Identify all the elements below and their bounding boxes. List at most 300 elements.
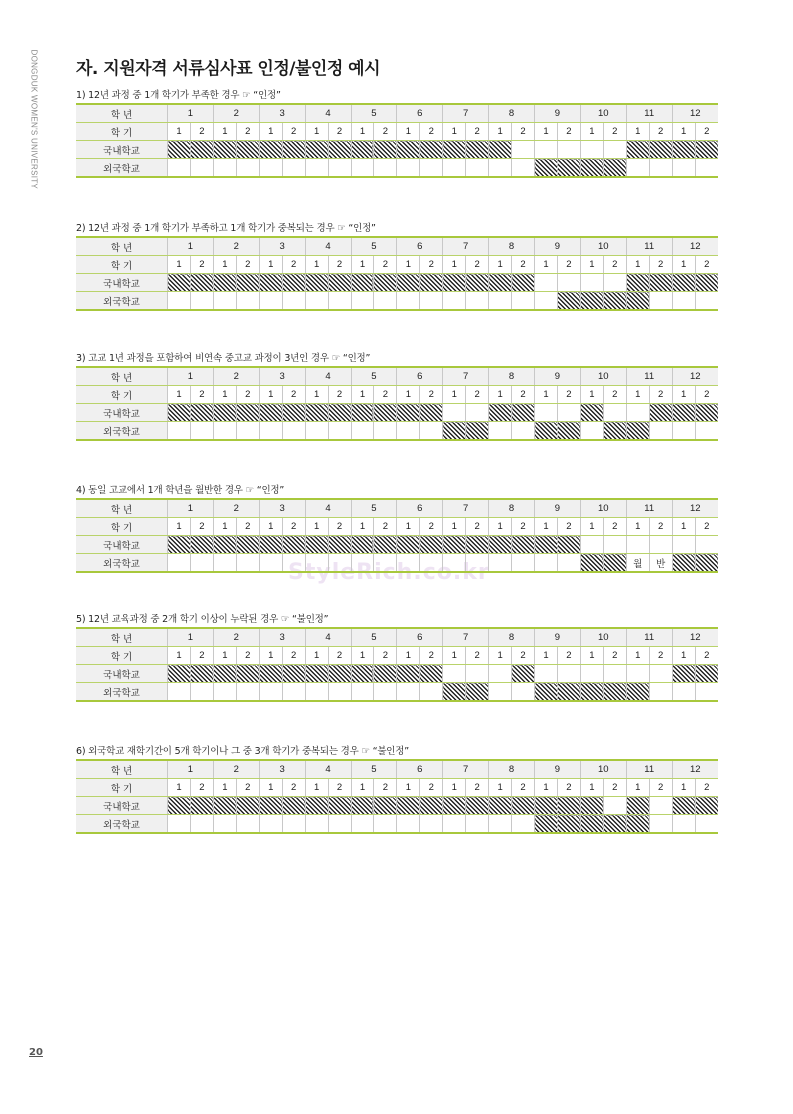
semester-cell: 1 xyxy=(580,647,603,665)
foreign-school-empty-cell xyxy=(466,554,489,573)
domestic-school-enrolled-cell xyxy=(351,141,374,159)
foreign-school-empty-cell xyxy=(420,292,443,311)
semester-cell: 2 xyxy=(649,386,672,404)
semester-cell: 1 xyxy=(213,779,236,797)
grade-cell: 6 xyxy=(397,760,443,779)
semester-label: 학 기 xyxy=(76,779,168,797)
grade-cell: 12 xyxy=(672,760,718,779)
foreign-school-label: 외국학교 xyxy=(76,683,168,702)
semester-cell: 2 xyxy=(420,518,443,536)
foreign-school-empty-cell xyxy=(259,422,282,441)
domestic-school-empty-cell xyxy=(535,404,558,422)
foreign-school-empty-cell xyxy=(397,815,420,834)
foreign-school-empty-cell xyxy=(649,815,672,834)
domestic-school-enrolled-cell xyxy=(282,404,305,422)
semester-table xyxy=(76,627,718,702)
domestic-school-enrolled-cell xyxy=(351,665,374,683)
semester-cell: 1 xyxy=(580,518,603,536)
foreign-school-empty-cell xyxy=(420,159,443,178)
semester-cell: 2 xyxy=(695,779,718,797)
semester-cell: 1 xyxy=(626,256,649,274)
semester-cell: 2 xyxy=(236,779,259,797)
foreign-school-empty-cell xyxy=(672,815,695,834)
example-block xyxy=(76,611,718,702)
semester-cell: 1 xyxy=(672,123,695,141)
semester-cell: 1 xyxy=(626,386,649,404)
domestic-school-enrolled-cell xyxy=(236,665,259,683)
domestic-school-enrolled-cell xyxy=(213,141,236,159)
grade-cell: 7 xyxy=(443,499,489,518)
foreign-school-label: 외국학교 xyxy=(76,815,168,834)
domestic-school-label: 국내학교 xyxy=(76,536,168,554)
domestic-school-enrolled-cell xyxy=(672,274,695,292)
foreign-school-empty-cell xyxy=(580,422,603,441)
foreign-school-empty-cell xyxy=(259,683,282,702)
foreign-school-empty-cell xyxy=(328,683,351,702)
side-label-text: DONGDUK WOMEN'S UNIVERSITY xyxy=(29,49,39,190)
semester-cell: 2 xyxy=(649,123,672,141)
foreign-school-empty-cell xyxy=(512,159,535,178)
semester-cell: 2 xyxy=(374,779,397,797)
domestic-school-label: 국내학교 xyxy=(76,141,168,159)
semester-cell: 1 xyxy=(351,518,374,536)
semester-cell: 1 xyxy=(351,386,374,404)
skip-grade-note: 월 xyxy=(626,554,649,573)
foreign-school-empty-cell xyxy=(512,422,535,441)
semester-cell: 1 xyxy=(489,647,512,665)
foreign-school-empty-cell xyxy=(649,159,672,178)
semester-cell: 1 xyxy=(580,386,603,404)
semester-cell: 1 xyxy=(351,256,374,274)
domestic-school-enrolled-cell xyxy=(282,141,305,159)
foreign-school-empty-cell xyxy=(328,554,351,573)
domestic-school-enrolled-cell xyxy=(535,797,558,815)
foreign-school-empty-cell xyxy=(213,422,236,441)
grade-cell: 6 xyxy=(397,367,443,386)
domestic-school-enrolled-cell xyxy=(351,404,374,422)
grade-cell: 9 xyxy=(535,367,581,386)
domestic-school-empty-cell xyxy=(443,404,466,422)
semester-cell: 2 xyxy=(190,647,213,665)
domestic-school-enrolled-cell xyxy=(466,797,489,815)
domestic-school-enrolled-cell xyxy=(305,404,328,422)
semester-table xyxy=(76,103,718,178)
domestic-school-empty-cell xyxy=(466,404,489,422)
grade-cell: 4 xyxy=(305,367,351,386)
grade-cell: 9 xyxy=(535,499,581,518)
page-title: 자. 지원자격 서류심사표 인정/불인정 예시 xyxy=(76,59,381,79)
grade-cell: 3 xyxy=(259,499,305,518)
foreign-school-label: 외국학교 xyxy=(76,159,168,178)
grade-label: 학 년 xyxy=(76,237,168,256)
domestic-school-enrolled-cell xyxy=(466,536,489,554)
grade-cell: 9 xyxy=(535,237,581,256)
grade-cell: 10 xyxy=(580,367,626,386)
foreign-school-empty-cell xyxy=(626,159,649,178)
domestic-school-empty-cell xyxy=(626,536,649,554)
grade-cell: 3 xyxy=(259,367,305,386)
foreign-school-empty-cell xyxy=(443,292,466,311)
example-block xyxy=(76,87,718,178)
example-block xyxy=(76,743,718,834)
semester-cell: 1 xyxy=(535,779,558,797)
foreign-school-empty-cell xyxy=(512,683,535,702)
example-caption: 2) 12년 과정 중 1개 학기가 부족하고 1개 학기가 중복되는 경우 ☞ “인정” xyxy=(76,223,376,234)
foreign-school-empty-cell xyxy=(489,159,512,178)
domestic-school-enrolled-cell xyxy=(213,536,236,554)
semester-cell: 2 xyxy=(649,256,672,274)
semester-cell: 1 xyxy=(305,123,328,141)
semester-cell: 1 xyxy=(489,518,512,536)
semester-cell: 2 xyxy=(328,123,351,141)
foreign-school-empty-cell xyxy=(282,159,305,178)
foreign-school-empty-cell xyxy=(236,292,259,311)
example-caption: 5) 12년 교육과정 중 2개 학기 이상이 누락된 경우 ☞ “불인정” xyxy=(76,614,329,625)
domestic-school-enrolled-cell xyxy=(672,797,695,815)
grade-cell: 8 xyxy=(489,760,535,779)
example-block xyxy=(76,220,718,311)
foreign-school-empty-cell xyxy=(236,422,259,441)
domestic-school-empty-cell xyxy=(603,404,626,422)
foreign-school-empty-cell xyxy=(305,292,328,311)
grade-cell: 1 xyxy=(168,628,214,647)
foreign-school-empty-cell xyxy=(672,422,695,441)
foreign-school-enrolled-cell xyxy=(557,422,580,441)
domestic-school-enrolled-cell xyxy=(351,274,374,292)
semester-cell: 1 xyxy=(213,518,236,536)
foreign-school-enrolled-cell xyxy=(603,554,626,573)
domestic-school-enrolled-cell xyxy=(305,274,328,292)
domestic-school-enrolled-cell xyxy=(397,274,420,292)
foreign-school-label: 외국학교 xyxy=(76,292,168,311)
domestic-school-empty-cell xyxy=(443,665,466,683)
semester-cell: 1 xyxy=(351,647,374,665)
foreign-school-empty-cell xyxy=(168,554,191,573)
domestic-school-enrolled-cell xyxy=(489,274,512,292)
domestic-school-empty-cell xyxy=(557,404,580,422)
foreign-school-empty-cell xyxy=(695,422,718,441)
semester-cell: 2 xyxy=(282,779,305,797)
foreign-school-enrolled-cell xyxy=(466,422,489,441)
foreign-school-empty-cell xyxy=(351,683,374,702)
foreign-school-enrolled-cell xyxy=(603,422,626,441)
semester-cell: 1 xyxy=(213,123,236,141)
foreign-school-empty-cell xyxy=(672,292,695,311)
foreign-school-empty-cell xyxy=(168,683,191,702)
foreign-school-empty-cell xyxy=(695,815,718,834)
foreign-school-empty-cell xyxy=(443,554,466,573)
grade-cell: 5 xyxy=(351,237,397,256)
domestic-school-empty-cell xyxy=(489,665,512,683)
domestic-school-empty-cell xyxy=(603,141,626,159)
grade-cell: 11 xyxy=(626,760,672,779)
semester-cell: 1 xyxy=(397,779,420,797)
domestic-school-empty-cell xyxy=(580,274,603,292)
semester-cell: 2 xyxy=(649,779,672,797)
semester-cell: 1 xyxy=(213,386,236,404)
foreign-school-empty-cell xyxy=(443,159,466,178)
grade-cell: 4 xyxy=(305,237,351,256)
semester-cell: 2 xyxy=(695,256,718,274)
foreign-school-empty-cell xyxy=(236,554,259,573)
foreign-school-empty-cell xyxy=(190,422,213,441)
foreign-school-empty-cell xyxy=(282,683,305,702)
foreign-school-empty-cell xyxy=(489,815,512,834)
semester-cell: 2 xyxy=(603,123,626,141)
semester-cell: 1 xyxy=(443,256,466,274)
domestic-school-enrolled-cell xyxy=(168,274,191,292)
foreign-school-empty-cell xyxy=(328,159,351,178)
foreign-school-empty-cell xyxy=(443,815,466,834)
semester-table xyxy=(76,236,718,311)
domestic-school-enrolled-cell xyxy=(695,665,718,683)
semester-cell: 1 xyxy=(259,779,282,797)
foreign-school-empty-cell xyxy=(420,554,443,573)
foreign-school-enrolled-cell xyxy=(603,683,626,702)
foreign-school-enrolled-cell xyxy=(626,422,649,441)
grade-label: 학 년 xyxy=(76,628,168,647)
grade-cell: 2 xyxy=(213,367,259,386)
semester-cell: 2 xyxy=(420,123,443,141)
domestic-school-enrolled-cell xyxy=(420,274,443,292)
domestic-school-enrolled-cell xyxy=(420,665,443,683)
foreign-school-empty-cell xyxy=(489,422,512,441)
semester-cell: 2 xyxy=(236,518,259,536)
semester-cell: 2 xyxy=(603,518,626,536)
foreign-school-empty-cell xyxy=(695,159,718,178)
domestic-school-enrolled-cell xyxy=(397,536,420,554)
semester-cell: 1 xyxy=(580,256,603,274)
foreign-school-empty-cell xyxy=(213,815,236,834)
grade-cell: 10 xyxy=(580,628,626,647)
semester-cell: 2 xyxy=(236,256,259,274)
semester-cell: 1 xyxy=(672,647,695,665)
domestic-school-enrolled-cell xyxy=(649,141,672,159)
grade-cell: 9 xyxy=(535,104,581,123)
domestic-school-empty-cell xyxy=(626,665,649,683)
foreign-school-empty-cell xyxy=(420,815,443,834)
foreign-school-empty-cell xyxy=(305,422,328,441)
domestic-school-enrolled-cell xyxy=(695,141,718,159)
foreign-school-empty-cell xyxy=(649,683,672,702)
domestic-school-enrolled-cell xyxy=(512,274,535,292)
domestic-school-enrolled-cell xyxy=(282,665,305,683)
semester-cell: 1 xyxy=(489,256,512,274)
semester-cell: 1 xyxy=(672,779,695,797)
semester-cell: 2 xyxy=(190,256,213,274)
domestic-school-empty-cell xyxy=(535,141,558,159)
foreign-school-empty-cell xyxy=(512,815,535,834)
foreign-school-enrolled-cell xyxy=(580,159,603,178)
domestic-school-enrolled-cell xyxy=(649,404,672,422)
grade-cell: 2 xyxy=(213,104,259,123)
semester-label: 학 기 xyxy=(76,123,168,141)
domestic-school-enrolled-cell xyxy=(443,536,466,554)
grade-cell: 12 xyxy=(672,628,718,647)
semester-cell: 2 xyxy=(695,123,718,141)
domestic-school-enrolled-cell xyxy=(420,797,443,815)
foreign-school-empty-cell xyxy=(672,159,695,178)
grade-cell: 4 xyxy=(305,628,351,647)
grade-cell: 2 xyxy=(213,628,259,647)
domestic-school-enrolled-cell xyxy=(190,797,213,815)
domestic-school-enrolled-cell xyxy=(489,141,512,159)
semester-cell: 2 xyxy=(282,256,305,274)
domestic-school-enrolled-cell xyxy=(282,536,305,554)
domestic-school-label: 국내학교 xyxy=(76,665,168,683)
foreign-school-empty-cell xyxy=(397,292,420,311)
domestic-school-enrolled-cell xyxy=(489,797,512,815)
foreign-school-enrolled-cell xyxy=(672,554,695,573)
foreign-school-empty-cell xyxy=(557,554,580,573)
foreign-school-empty-cell xyxy=(259,554,282,573)
semester-cell: 2 xyxy=(557,123,580,141)
domestic-school-enrolled-cell xyxy=(168,797,191,815)
grade-cell: 11 xyxy=(626,367,672,386)
foreign-school-empty-cell xyxy=(282,554,305,573)
semester-cell: 1 xyxy=(580,779,603,797)
domestic-school-label: 국내학교 xyxy=(76,797,168,815)
grade-cell: 5 xyxy=(351,104,397,123)
foreign-school-empty-cell xyxy=(190,159,213,178)
foreign-school-empty-cell xyxy=(397,554,420,573)
semester-cell: 1 xyxy=(626,123,649,141)
domestic-school-enrolled-cell xyxy=(236,141,259,159)
foreign-school-empty-cell xyxy=(695,683,718,702)
foreign-school-empty-cell xyxy=(397,159,420,178)
semester-cell: 1 xyxy=(259,647,282,665)
semester-table xyxy=(76,366,718,441)
grade-cell: 10 xyxy=(580,760,626,779)
domestic-school-enrolled-cell xyxy=(374,141,397,159)
semester-label: 학 기 xyxy=(76,647,168,665)
semester-cell: 2 xyxy=(557,256,580,274)
grade-cell: 12 xyxy=(672,104,718,123)
foreign-school-empty-cell xyxy=(695,292,718,311)
domestic-school-enrolled-cell xyxy=(168,141,191,159)
example-caption: 6) 외국학교 재학기간이 5개 학기이나 그 중 3개 학기가 중복되는 경우 ☞ “불인정” xyxy=(76,746,409,757)
grade-cell: 11 xyxy=(626,104,672,123)
semester-cell: 2 xyxy=(374,647,397,665)
domestic-school-empty-cell xyxy=(649,665,672,683)
semester-cell: 2 xyxy=(466,386,489,404)
foreign-school-empty-cell xyxy=(259,159,282,178)
foreign-school-enrolled-cell xyxy=(603,292,626,311)
semester-cell: 2 xyxy=(374,123,397,141)
foreign-school-empty-cell xyxy=(535,292,558,311)
semester-cell: 2 xyxy=(557,518,580,536)
semester-label: 학 기 xyxy=(76,386,168,404)
semester-cell: 2 xyxy=(420,647,443,665)
grade-cell: 8 xyxy=(489,237,535,256)
semester-cell: 2 xyxy=(282,123,305,141)
grade-cell: 11 xyxy=(626,237,672,256)
semester-cell: 1 xyxy=(168,386,191,404)
domestic-school-enrolled-cell xyxy=(259,797,282,815)
domestic-school-empty-cell xyxy=(466,665,489,683)
foreign-school-empty-cell xyxy=(236,683,259,702)
foreign-school-enrolled-cell xyxy=(535,422,558,441)
domestic-school-empty-cell xyxy=(672,536,695,554)
semester-cell: 1 xyxy=(626,518,649,536)
semester-cell: 2 xyxy=(557,779,580,797)
semester-cell: 2 xyxy=(466,779,489,797)
domestic-school-enrolled-cell xyxy=(649,274,672,292)
domestic-school-enrolled-cell xyxy=(626,797,649,815)
foreign-school-empty-cell xyxy=(535,554,558,573)
domestic-school-enrolled-cell xyxy=(328,536,351,554)
example-block xyxy=(76,350,718,441)
domestic-school-enrolled-cell xyxy=(259,404,282,422)
domestic-school-enrolled-cell xyxy=(259,274,282,292)
semester-cell: 2 xyxy=(328,518,351,536)
semester-cell: 2 xyxy=(512,123,535,141)
foreign-school-empty-cell xyxy=(190,292,213,311)
semester-cell: 2 xyxy=(328,647,351,665)
grade-cell: 7 xyxy=(443,237,489,256)
semester-cell: 2 xyxy=(512,386,535,404)
foreign-school-empty-cell xyxy=(282,815,305,834)
semester-cell: 1 xyxy=(580,123,603,141)
grade-cell: 11 xyxy=(626,499,672,518)
domestic-school-enrolled-cell xyxy=(695,797,718,815)
grade-label: 학 년 xyxy=(76,760,168,779)
semester-cell: 1 xyxy=(535,647,558,665)
domestic-school-empty-cell xyxy=(512,141,535,159)
domestic-school-empty-cell xyxy=(557,274,580,292)
domestic-school-enrolled-cell xyxy=(374,665,397,683)
foreign-school-enrolled-cell xyxy=(535,683,558,702)
domestic-school-enrolled-cell xyxy=(695,274,718,292)
semester-cell: 1 xyxy=(305,256,328,274)
grade-label: 학 년 xyxy=(76,499,168,518)
semester-cell: 1 xyxy=(535,123,558,141)
foreign-school-empty-cell xyxy=(649,292,672,311)
grade-cell: 7 xyxy=(443,367,489,386)
domestic-school-enrolled-cell xyxy=(213,797,236,815)
grade-cell: 10 xyxy=(580,237,626,256)
semester-table xyxy=(76,498,718,573)
semester-cell: 1 xyxy=(259,518,282,536)
domestic-school-enrolled-cell xyxy=(512,404,535,422)
foreign-school-empty-cell xyxy=(351,292,374,311)
semester-cell: 1 xyxy=(351,123,374,141)
domestic-school-enrolled-cell xyxy=(397,797,420,815)
semester-cell: 2 xyxy=(282,386,305,404)
foreign-school-enrolled-cell xyxy=(557,683,580,702)
foreign-school-enrolled-cell xyxy=(443,683,466,702)
foreign-school-empty-cell xyxy=(351,159,374,178)
semester-cell: 1 xyxy=(626,779,649,797)
domestic-school-empty-cell xyxy=(603,797,626,815)
foreign-school-enrolled-cell xyxy=(580,815,603,834)
semester-cell: 2 xyxy=(190,518,213,536)
grade-cell: 12 xyxy=(672,237,718,256)
foreign-school-empty-cell xyxy=(420,422,443,441)
domestic-school-enrolled-cell xyxy=(282,797,305,815)
foreign-school-enrolled-cell xyxy=(626,815,649,834)
foreign-school-empty-cell xyxy=(305,554,328,573)
semester-cell: 2 xyxy=(328,386,351,404)
domestic-school-empty-cell xyxy=(580,665,603,683)
grade-cell: 10 xyxy=(580,104,626,123)
foreign-school-empty-cell xyxy=(236,159,259,178)
foreign-school-empty-cell xyxy=(305,683,328,702)
domestic-school-enrolled-cell xyxy=(190,274,213,292)
grade-cell: 1 xyxy=(168,499,214,518)
grade-cell: 3 xyxy=(259,104,305,123)
foreign-school-empty-cell xyxy=(168,815,191,834)
